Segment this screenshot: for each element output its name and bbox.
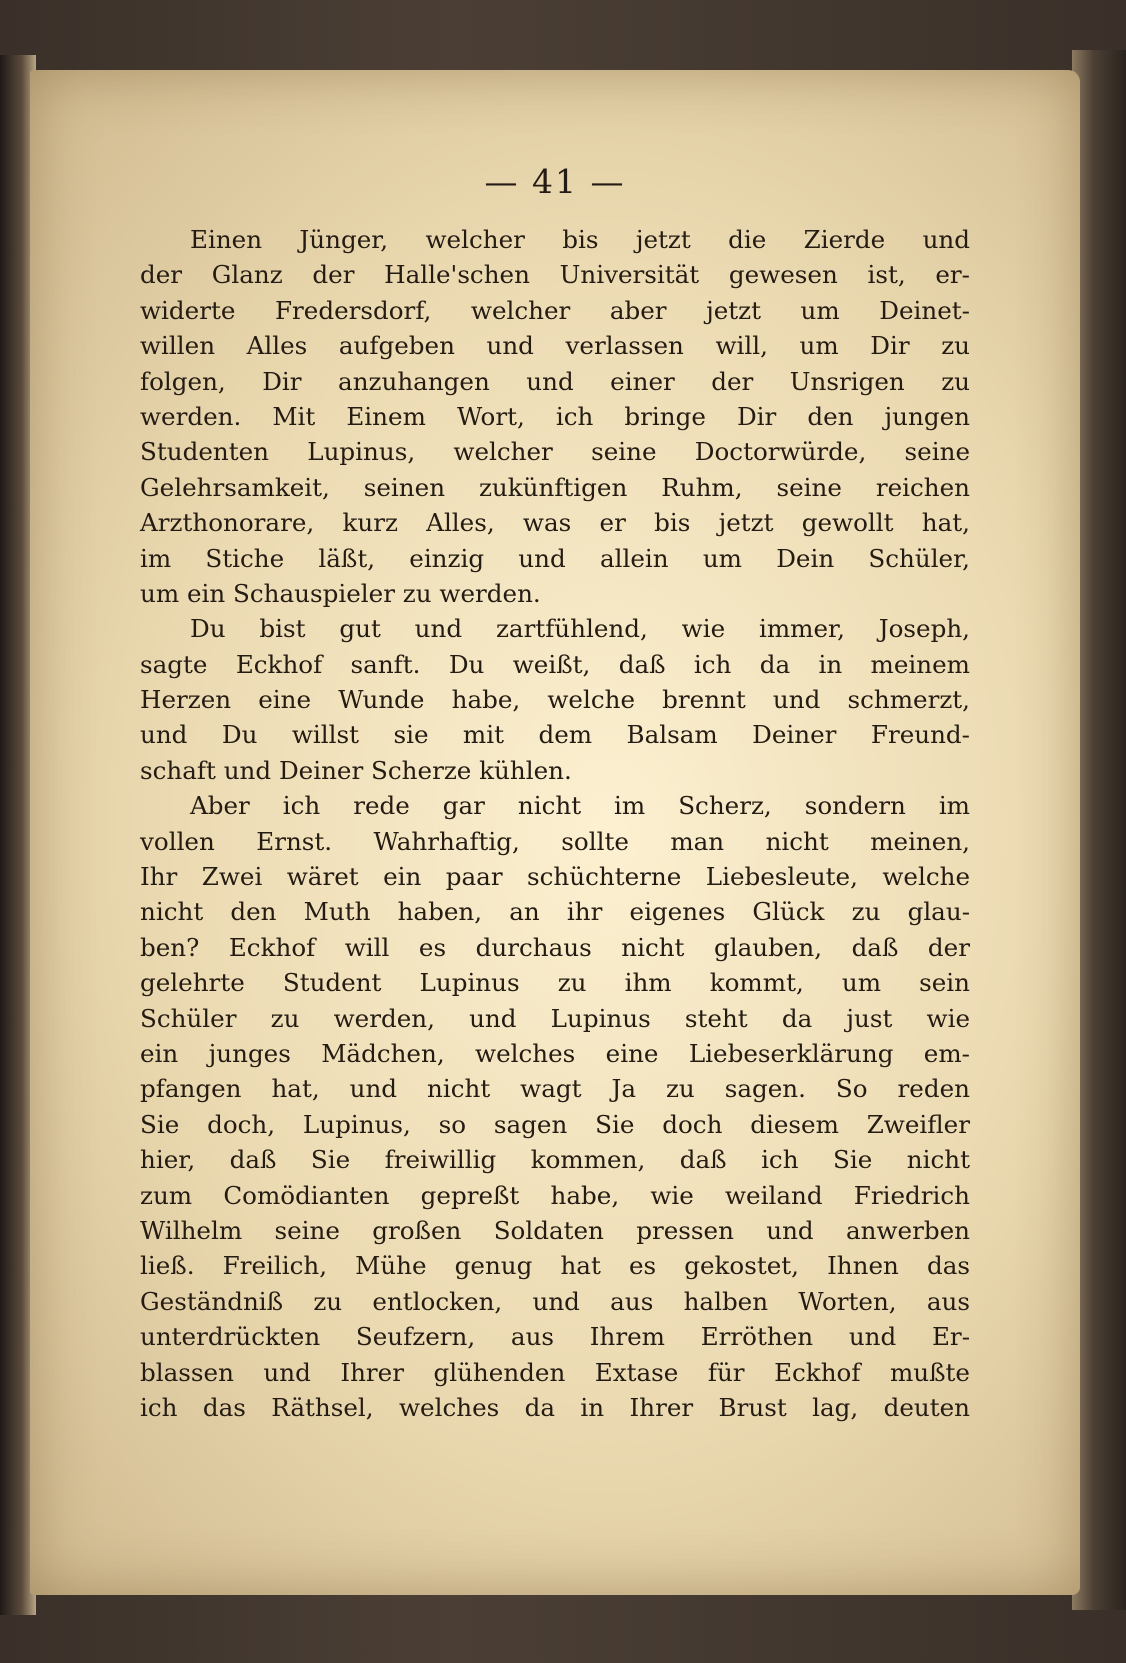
text-line: blassen und Ihrer glühenden Extase für Eckhof mußte [140, 1357, 970, 1387]
text-line: folgen, Dir anzuhangen und einer der Unsrigen zu [140, 366, 970, 396]
page-edges [1072, 50, 1126, 1610]
text-line: ein junges Mädchen, welches eine Liebeserklärung em- [140, 1038, 970, 1068]
text-line: zum Comödianten gepreßt habe, wie weiland Friedrich [140, 1180, 970, 1210]
text-line: nicht den Muth haben, an ihr eigenes Glück zu glau- [140, 897, 970, 927]
text-line: pfangen hat, und nicht wagt Ja zu sagen. So reden [140, 1074, 970, 1104]
text-line: Schüler zu werden, und Lupinus steht da just wie [140, 1003, 970, 1033]
text-line: ben? Eckhof will es durchaus nicht glauben, daß der [140, 932, 970, 962]
page-number: — 41 — [484, 162, 626, 201]
text-line: Du bist gut und zartfühlend, wie immer, Joseph, [190, 614, 970, 644]
text-line: sagte Eckhof sanft. Du weißt, daß ich da in meinem [140, 649, 970, 679]
text-line: vollen Ernst. Wahrhaftig, sollte man nicht meinen, [140, 826, 970, 856]
text-line: und Du willst sie mit dem Balsam Deiner Freund- [140, 720, 970, 750]
text-line: Arzthonorare, kurz Alles, was er bis jetzt gewollt hat, [140, 508, 970, 538]
text-line: Einen Jünger, welcher bis jetzt die Zierde und [190, 225, 970, 254]
text-line: im Stiche läßt, einzig und allein um Dein Schüler, [140, 543, 970, 573]
body-text [140, 222, 970, 1425]
text-line: widerte Fredersdorf, welcher aber jetzt um Deinet- [140, 295, 970, 325]
text-line: ließ. Freilich, Mühe genug hat es gekostet, Ihnen das [140, 1251, 970, 1281]
text-line: Wilhelm seine großen Soldaten pressen und anwerben [140, 1215, 970, 1245]
text-line: hier, daß Sie freiwillig kommen, daß ich Sie nicht [140, 1145, 970, 1175]
text-line: werden. Mit Einem Wort, ich bringe Dir den jungen [140, 401, 970, 431]
text-line: Ihr Zwei wäret ein paar schüchterne Liebesleute, welche [140, 862, 970, 892]
text-line: unterdrückten Seufzern, aus Ihrem Erröthen und Er- [140, 1322, 970, 1352]
text-line: Studenten Lupinus, welcher seine Doctorwürde, seine [140, 437, 970, 467]
text-line: Herzen eine Wunde habe, welche brennt und schmerzt, [140, 685, 970, 715]
text-line: Gelehrsamkeit, seinen zukünftigen Ruhm, seine reichen [140, 472, 970, 502]
text-line: Sie doch, Lupinus, so sagen Sie doch diesem Zweifler [140, 1109, 970, 1139]
text-line: um ein Schauspieler zu werden. [140, 578, 541, 608]
text-line: Aber ich rede gar nicht im Scherz, sondern im [190, 791, 970, 821]
text-line: ich das Räthsel, welches da in Ihrer Brust lag, deuten [140, 1392, 970, 1422]
text-line: schaft und Deiner Scherze kühlen. [140, 755, 572, 785]
text-line: Geständniß zu entlocken, und aus halben Worten, aus [140, 1286, 970, 1316]
text-line: gelehrte Student Lupinus zu ihm kommt, um sein [140, 968, 970, 998]
text-line: willen Alles aufgeben und verlassen will, um Dir zu [140, 331, 970, 361]
book-page [30, 70, 1080, 1595]
text-line: der Glanz der Halle'schen Universität gewesen ist, er- [140, 260, 970, 290]
